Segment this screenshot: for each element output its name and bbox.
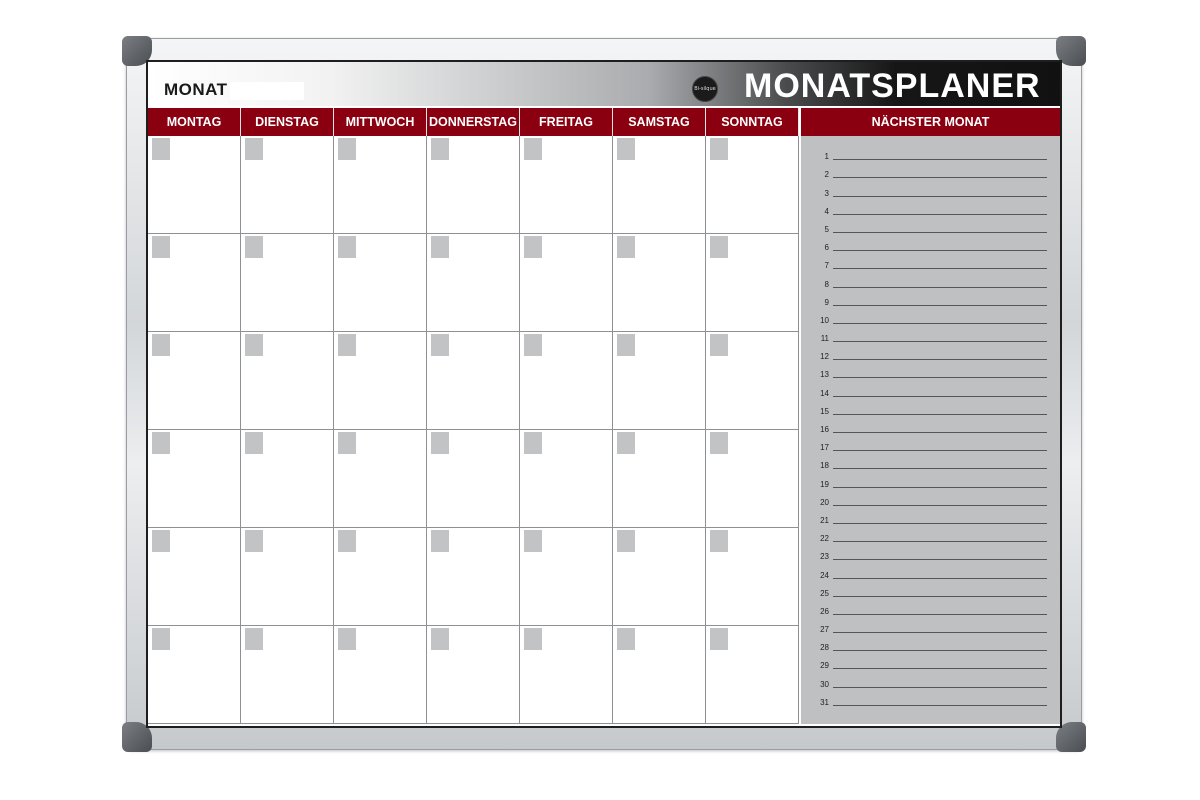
date-box (431, 334, 449, 356)
line-number: 15 (820, 406, 829, 416)
line-rule (833, 559, 1047, 560)
date-box (245, 236, 263, 258)
calendar-cell[interactable] (520, 430, 613, 528)
date-box (152, 334, 170, 356)
calendar-cell[interactable] (241, 136, 334, 234)
calendar-cell[interactable] (148, 234, 241, 332)
weekday-header-row (148, 108, 800, 136)
date-box (245, 628, 263, 650)
calendar-grid (148, 136, 800, 724)
next-month-lines (811, 144, 1047, 708)
line-rule (833, 632, 1047, 633)
line-rule (833, 159, 1047, 160)
calendar-cell[interactable] (427, 234, 520, 332)
calendar-cell[interactable] (520, 626, 613, 724)
calendar-cell[interactable] (241, 332, 334, 430)
next-month-line[interactable] (811, 617, 1047, 635)
calendar-cell[interactable] (427, 430, 520, 528)
next-month-line[interactable] (811, 162, 1047, 180)
calendar-cell[interactable] (148, 430, 241, 528)
line-number: 18 (820, 461, 829, 471)
line-number: 20 (820, 497, 829, 507)
next-month-line[interactable] (811, 471, 1047, 489)
monthly-planner-board (148, 62, 1060, 726)
weekday-header-6: SONNTAG (706, 108, 799, 136)
next-month-line[interactable] (811, 544, 1047, 562)
date-box (152, 432, 170, 454)
next-month-line[interactable] (811, 562, 1047, 580)
calendar-cell[interactable] (148, 332, 241, 430)
calendar-cell[interactable] (613, 430, 706, 528)
line-number: 2 (824, 170, 829, 180)
line-rule (833, 668, 1047, 669)
date-box (245, 432, 263, 454)
calendar-cell[interactable] (241, 626, 334, 724)
line-number: 22 (820, 534, 829, 544)
line-number: 28 (820, 643, 829, 653)
next-month-panel (801, 136, 1060, 724)
line-number: 26 (820, 606, 829, 616)
date-box (152, 628, 170, 650)
date-box (524, 432, 542, 454)
line-number: 31 (820, 697, 829, 707)
date-box (431, 236, 449, 258)
calendar-cell[interactable] (427, 332, 520, 430)
line-number: 10 (820, 315, 829, 325)
calendar-cell[interactable] (706, 332, 799, 430)
calendar-cell[interactable] (706, 528, 799, 626)
line-rule (833, 323, 1047, 324)
next-month-line[interactable] (811, 417, 1047, 435)
line-rule (833, 687, 1047, 688)
date-box (338, 236, 356, 258)
line-rule (833, 614, 1047, 615)
date-box (245, 530, 263, 552)
weekday-header-4: FREITAG (520, 108, 613, 136)
next-month-line[interactable] (811, 453, 1047, 471)
line-rule (833, 487, 1047, 488)
line-rule (833, 396, 1047, 397)
calendar-cell[interactable] (520, 234, 613, 332)
line-rule (833, 214, 1047, 215)
line-rule (833, 541, 1047, 542)
line-rule (833, 341, 1047, 342)
line-rule (833, 450, 1047, 451)
next-month-line[interactable] (811, 362, 1047, 380)
next-month-line[interactable] (811, 690, 1047, 708)
calendar-cell[interactable] (427, 136, 520, 234)
next-month-line[interactable] (811, 144, 1047, 162)
brand-logo-icon: Bi-silque (692, 76, 718, 102)
weekday-header-0: MONTAG (148, 108, 241, 136)
next-month-line[interactable] (811, 253, 1047, 271)
calendar-cell[interactable] (706, 136, 799, 234)
month-field[interactable] (230, 82, 304, 100)
calendar-cell[interactable] (334, 136, 427, 234)
calendar-cell[interactable] (427, 626, 520, 724)
line-number: 27 (820, 625, 829, 635)
next-month-line[interactable] (811, 490, 1047, 508)
next-month-line[interactable] (811, 217, 1047, 235)
line-rule (833, 232, 1047, 233)
calendar-cell[interactable] (613, 626, 706, 724)
date-box (338, 138, 356, 160)
date-box (617, 432, 635, 454)
calendar-cell[interactable] (613, 136, 706, 234)
date-box (524, 138, 542, 160)
line-rule (833, 705, 1047, 706)
next-month-line[interactable] (811, 308, 1047, 326)
calendar-cell[interactable] (613, 332, 706, 430)
calendar-cell[interactable] (520, 332, 613, 430)
date-box (431, 530, 449, 552)
board-title: MONATSPLANER (744, 67, 1041, 105)
calendar-cell[interactable] (613, 528, 706, 626)
line-number: 9 (824, 297, 829, 307)
date-box (338, 530, 356, 552)
line-number: 5 (824, 224, 829, 234)
next-month-line[interactable] (811, 271, 1047, 289)
calendar-cell[interactable] (427, 528, 520, 626)
next-month-line[interactable] (811, 526, 1047, 544)
line-rule (833, 250, 1047, 251)
date-box (617, 334, 635, 356)
next-month-line[interactable] (811, 508, 1047, 526)
line-rule (833, 578, 1047, 579)
next-month-line[interactable] (811, 653, 1047, 671)
line-rule (833, 305, 1047, 306)
weekday-header-2: MITTWOCH (334, 108, 427, 136)
line-number: 17 (820, 443, 829, 453)
line-number: 4 (824, 206, 829, 216)
next-month-line[interactable] (811, 380, 1047, 398)
date-box (152, 138, 170, 160)
next-month-line[interactable] (811, 635, 1047, 653)
calendar-cell[interactable] (241, 234, 334, 332)
date-box (431, 138, 449, 160)
line-rule (833, 650, 1047, 651)
next-month-line[interactable] (811, 581, 1047, 599)
line-rule (833, 414, 1047, 415)
next-month-line[interactable] (811, 199, 1047, 217)
date-box (338, 334, 356, 356)
date-box (710, 334, 728, 356)
date-box (524, 236, 542, 258)
line-rule (833, 268, 1047, 269)
date-box (431, 432, 449, 454)
line-number: 19 (820, 479, 829, 489)
date-box (338, 628, 356, 650)
line-number: 1 (824, 152, 829, 162)
date-box (245, 138, 263, 160)
date-box (617, 530, 635, 552)
date-box (152, 530, 170, 552)
next-month-line[interactable] (811, 399, 1047, 417)
next-month-line[interactable] (811, 344, 1047, 362)
date-box (710, 432, 728, 454)
next-month-header: NÄCHSTER MONAT (801, 108, 1060, 136)
weekday-header-3: DONNERSTAG (427, 108, 520, 136)
line-number: 23 (820, 552, 829, 562)
calendar-cell[interactable] (148, 626, 241, 724)
date-box (152, 236, 170, 258)
line-rule (833, 505, 1047, 506)
line-number: 29 (820, 661, 829, 671)
next-month-line[interactable] (811, 435, 1047, 453)
line-rule (833, 177, 1047, 178)
line-rule (833, 468, 1047, 469)
next-month-line[interactable] (811, 326, 1047, 344)
line-number: 14 (820, 388, 829, 398)
calendar-cell[interactable] (148, 528, 241, 626)
line-rule (833, 287, 1047, 288)
line-number: 13 (820, 370, 829, 380)
calendar-cell[interactable] (334, 234, 427, 332)
calendar-cell[interactable] (334, 626, 427, 724)
date-box (431, 628, 449, 650)
line-rule (833, 377, 1047, 378)
line-number: 8 (824, 279, 829, 289)
calendar-cell[interactable] (613, 234, 706, 332)
next-month-line[interactable] (811, 599, 1047, 617)
date-box (524, 530, 542, 552)
line-number: 12 (820, 352, 829, 362)
line-rule (833, 359, 1047, 360)
calendar-cell[interactable] (334, 430, 427, 528)
month-label: MONAT (164, 80, 228, 99)
line-rule (833, 523, 1047, 524)
date-box (338, 432, 356, 454)
calendar-cell[interactable] (520, 136, 613, 234)
date-box (710, 530, 728, 552)
line-number: 25 (820, 588, 829, 598)
next-month-line[interactable] (811, 290, 1047, 308)
calendar-cell[interactable] (148, 136, 241, 234)
date-box (617, 236, 635, 258)
date-box (524, 334, 542, 356)
line-number: 21 (820, 515, 829, 525)
date-box (710, 236, 728, 258)
line-number: 6 (824, 243, 829, 253)
date-box (524, 628, 542, 650)
calendar-cell[interactable] (241, 430, 334, 528)
date-box (710, 628, 728, 650)
weekday-header-1: DIENSTAG (241, 108, 334, 136)
line-number: 16 (820, 425, 829, 434)
calendar-cell[interactable] (334, 332, 427, 430)
line-number: 11 (820, 334, 829, 344)
date-box (245, 334, 263, 356)
next-month-line[interactable] (811, 180, 1047, 198)
calendar-cell[interactable] (706, 626, 799, 724)
line-rule (833, 596, 1047, 597)
calendar-cell[interactable] (334, 528, 427, 626)
line-number: 30 (820, 679, 829, 689)
line-number: 3 (824, 188, 829, 198)
line-rule (833, 196, 1047, 197)
line-number: 24 (820, 570, 829, 580)
date-box (617, 138, 635, 160)
calendar-cell[interactable] (706, 234, 799, 332)
line-rule (833, 432, 1047, 433)
calendar-cell[interactable] (706, 430, 799, 528)
next-month-line[interactable] (811, 235, 1047, 253)
calendar-cell[interactable] (241, 528, 334, 626)
date-box (710, 138, 728, 160)
calendar-cell[interactable] (520, 528, 613, 626)
weekday-header-5: SAMSTAG (613, 108, 706, 136)
next-month-line[interactable] (811, 671, 1047, 689)
line-number: 7 (824, 261, 829, 271)
date-box (617, 628, 635, 650)
